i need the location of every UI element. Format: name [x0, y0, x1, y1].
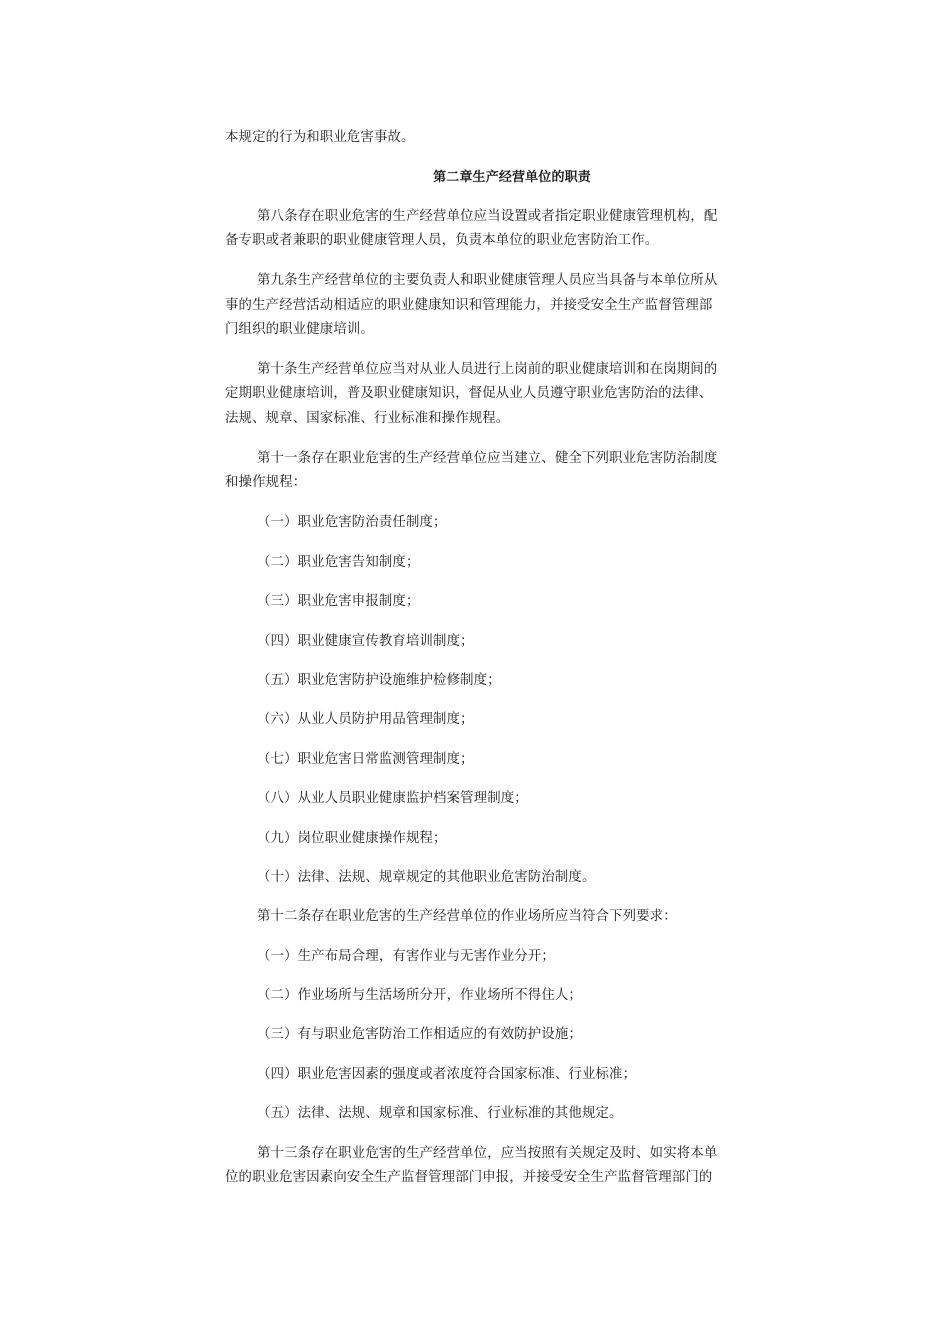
article-11-line-2: 和操作规程：: [225, 475, 307, 490]
article-10-line-2: 定期职业健康培训，普及职业健康知识，督促从业人员遵守职业危害防治的法律、: [225, 386, 713, 401]
article-9-line-1: 第九条生产经营单位的主要负责人和职业健康管理人员应当具备与本单位所从: [257, 273, 718, 288]
article-11-item: （五）职业危害防护设施维护检修制度；: [257, 673, 501, 688]
article-10-line-1: 第十条生产经营单位应当对从业人员进行上岗前的职业健康培训和在岗期间的: [257, 362, 718, 377]
article-13-line-1: 第十三条存在职业危害的生产经营单位，应当按照有关规定及时、如实将本单: [257, 1146, 718, 1161]
article-12-item: （二）作业场所与生活场所分开，作业场所不得住人；: [257, 988, 582, 1003]
article-12-item: （三）有与职业危害防治工作相适应的有效防护设施；: [257, 1027, 582, 1042]
article-11-item: （四）职业健康宣传教育培训制度；: [257, 634, 474, 649]
article-11-item: （六）从业人员防护用品管理制度；: [257, 712, 474, 727]
chapter-title: 第二章生产经营单位的职责: [433, 170, 591, 185]
article-11-item: （九）岗位职业健康操作规程；: [257, 831, 447, 846]
article-12-item: （五）法律、法规、规章和国家标准、行业标准的其他规定。: [257, 1106, 623, 1121]
article-11-item: （三）职业危害申报制度；: [257, 594, 420, 609]
article-12-item: （四）职业危害因素的强度或者浓度符合国家标准、行业标准；: [257, 1067, 637, 1082]
article-12-item: （一）生产布局合理，有害作业与无害作业分开；: [257, 949, 555, 964]
article-11-item: （一）职业危害防治责任制度；: [257, 515, 447, 530]
article-8-line-1: 第八条存在职业危害的生产经营单位应当设置或者指定职业健康管理机构，配: [257, 209, 718, 224]
article-9-line-2: 事的生产经营活动相适应的职业健康知识和管理能力，并接受安全生产监督管理部: [225, 298, 713, 313]
article-11-line-1: 第十一条存在职业危害的生产经营单位应当建立、健全下列职业危害防治制度: [257, 451, 718, 466]
article-8-line-2: 备专职或者兼职的职业健康管理人员，负责本单位的职业危害防治工作。: [225, 233, 659, 248]
article-11-item: （十）法律、法规、规章规定的其他职业危害防治制度。: [257, 870, 596, 885]
article-13-line-2: 位的职业危害因素向安全生产监督管理部门申报，并接受安全生产监督管理部门的: [225, 1170, 713, 1185]
article-11-item: （二）职业危害告知制度；: [257, 555, 420, 570]
intro-tail-line: 本规定的行为和职业危害事故。: [225, 130, 415, 145]
article-9-line-3: 门组织的职业健康培训。: [225, 322, 374, 337]
article-12-line-1: 第十二条存在职业危害的生产经营单位的作业场所应当符合下列要求：: [257, 909, 677, 924]
article-11-item: （七）职业危害日常监测管理制度；: [257, 752, 474, 767]
article-10-line-3: 法规、规章、国家标准、行业标准和操作规程。: [225, 411, 510, 426]
article-11-item: （八）从业人员职业健康监护档案管理制度；: [257, 791, 528, 806]
